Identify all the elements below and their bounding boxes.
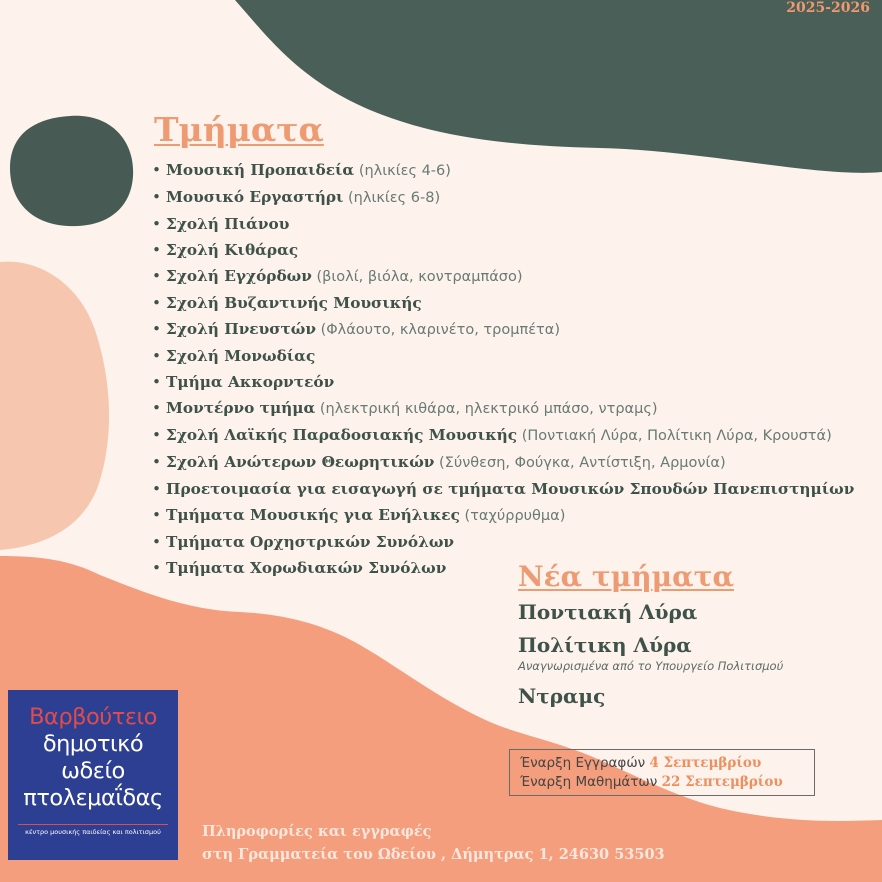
department-item [152, 422, 854, 449]
department-item [152, 237, 854, 263]
department-name: Σχολή Πνευστών [166, 320, 316, 338]
department-name: Τμήματα Μουσικής για Ενήλικες [166, 506, 460, 524]
department-name: Σχολή Μονωδίας [166, 347, 316, 365]
new-dept-drums: Ντραμς [518, 684, 606, 708]
department-item [152, 449, 854, 476]
department-note: (βιολί, βιόλα, κοντραμπάσο) [311, 269, 523, 285]
department-item [152, 395, 854, 422]
lessons-start [520, 773, 814, 792]
bullet-icon: • [152, 241, 162, 259]
department-note: (ηλικίες 6-8) [343, 190, 441, 206]
department-name: Τμήμα Ακκορντεόν [166, 373, 335, 391]
bullet-icon: • [152, 267, 162, 285]
registration-label: Έναρξη Εγγραφών [520, 755, 646, 771]
bullet-icon: • [152, 294, 162, 312]
department-name: Προετοιμασία για εισαγωγή σε τμήματα Μουσικών Σπουδών Πανεπιστημίων [166, 480, 855, 498]
bullet-icon: • [152, 215, 162, 233]
departments-list [152, 157, 854, 581]
department-name: Τμήματα Χορωδιακών Συνόλων [166, 559, 447, 577]
bullet-icon: • [152, 559, 162, 577]
dates-box [509, 749, 815, 796]
department-name: Σχολή Βυζαντινής Μουσικής [166, 294, 422, 312]
recognition-note: Αναγνωρισμένα από το Υπουργείο Πολιτισμού [518, 659, 784, 673]
department-item [152, 343, 854, 369]
bullet-icon: • [152, 373, 162, 391]
department-item [152, 369, 854, 395]
department-item [152, 211, 854, 237]
department-note: (ταχύρρυθμα) [459, 508, 566, 524]
department-name: Μουσική Προπαιδεία [166, 161, 355, 179]
department-name: Σχολή Εγχόρδων [166, 267, 312, 285]
dark-green-top-shape [235, 0, 882, 173]
dark-green-circle [10, 116, 133, 226]
new-departments-title: Νέα τμήματα [518, 560, 735, 593]
department-name: Μοντέρνο τμήμα [166, 399, 316, 417]
department-note: (Σύνθεση, Φούγκα, Αντίστιξη, Αρμονία) [434, 455, 726, 471]
bullet-icon: • [152, 320, 162, 338]
department-item [152, 290, 854, 316]
new-dept-pontic-lyra: Ποντιακή Λύρα [518, 600, 698, 624]
contact-info [202, 820, 665, 866]
registration-date: 4 Σεπτεμβρίου [649, 755, 762, 771]
department-item [152, 263, 854, 290]
department-item [152, 529, 854, 555]
department-note: (ηλεκτρική κιθάρα, ηλεκτρικό μπάσο, ντραμς) [315, 401, 658, 417]
department-name: Σχολή Λαϊκής Παραδοσιακής Μουσικής [166, 426, 518, 444]
department-item [152, 476, 854, 502]
department-note: (Φλάουτο, κλαρινέτο, τρομπέτα) [315, 322, 560, 338]
logo-line-4: πτολεμαΐδας [23, 785, 163, 811]
logo-line-1: Βαρβούτειο [29, 704, 157, 730]
bullet-icon: • [152, 188, 162, 206]
department-item [152, 502, 854, 529]
department-name: Σχολή Πιάνου [166, 215, 290, 233]
school-year: 2025-2026 [786, 0, 870, 16]
logo-divider [18, 824, 168, 825]
logo-line-3: ωδείο [61, 758, 125, 784]
bullet-icon: • [152, 161, 162, 179]
info-line-2: στη Γραμματεία του Ωδείου , Δήμητρας 1, 24630 53503 [202, 846, 665, 863]
logo-line-2: δημοτικό [42, 731, 144, 757]
light-peach-blob [0, 262, 109, 550]
department-item [152, 316, 854, 343]
departments-title: Τμήματα [154, 110, 324, 149]
department-name: Σχολή Ανώτερων Θεωρητικών [166, 453, 435, 471]
department-item [152, 184, 854, 211]
bullet-icon: • [152, 533, 162, 551]
department-note: (ηλικίες 4-6) [354, 163, 451, 179]
logo-tagline: κέντρο μουσικής παιδείας και πολιτισμού [25, 828, 161, 836]
bullet-icon: • [152, 426, 162, 444]
lessons-label: Έναρξη Μαθημάτων [520, 774, 658, 790]
department-note: (Ποντιακή Λύρα, Πολίτικη Λύρα, Κρουστά) [517, 428, 832, 444]
bullet-icon: • [152, 347, 162, 365]
new-dept-politiki-lyra: Πολίτικη Λύρα [518, 633, 692, 657]
bullet-icon: • [152, 480, 162, 498]
bullet-icon: • [152, 506, 162, 524]
bullet-icon: • [152, 453, 162, 471]
conservatory-logo [8, 690, 178, 860]
department-name: Τμήματα Ορχηστρικών Συνόλων [166, 533, 455, 551]
lessons-date: 22 Σεπτεμβρίου [661, 774, 783, 790]
info-line-1: Πληροφορίες και εγγραφές [202, 823, 432, 840]
registration-start [520, 754, 814, 773]
bullet-icon: • [152, 399, 162, 417]
department-item [152, 555, 854, 581]
department-name: Σχολή Κιθάρας [166, 241, 299, 259]
department-item [152, 157, 854, 184]
department-name: Μουσικό Εργαστήρι [166, 188, 344, 206]
